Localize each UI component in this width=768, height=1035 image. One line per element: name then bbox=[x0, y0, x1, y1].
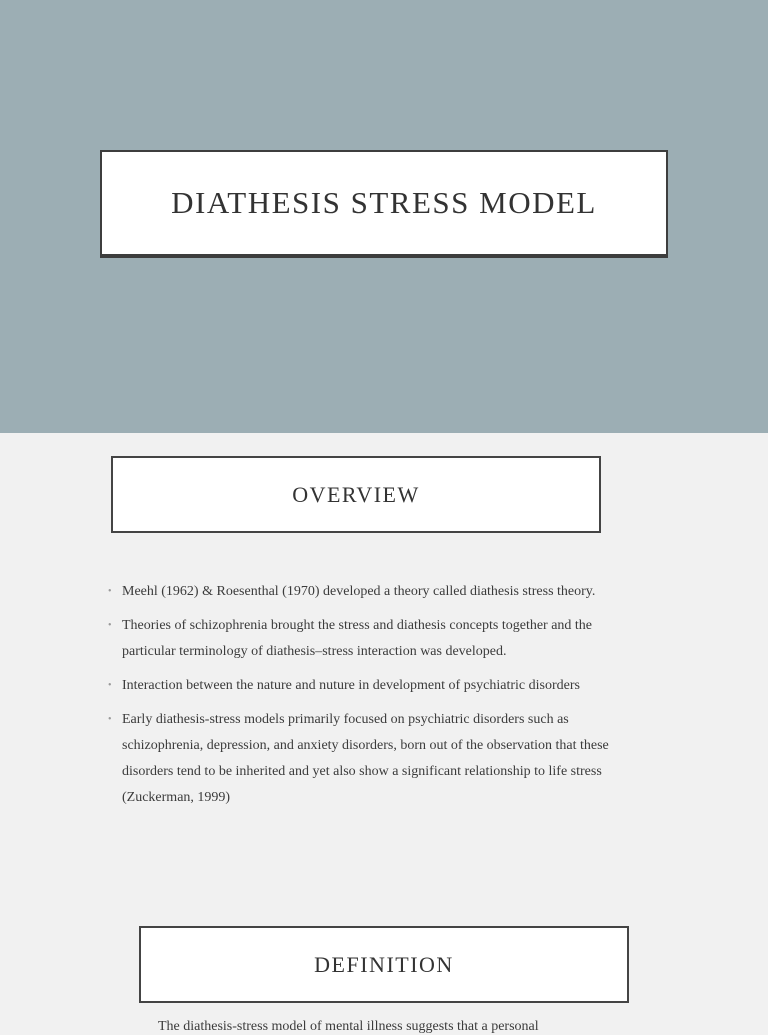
bullet-marker: • bbox=[108, 586, 112, 597]
slide-title: DIATHESIS STRESS MODEL bbox=[171, 185, 597, 220]
bullet-marker: • bbox=[108, 714, 112, 725]
definition-text-partial: The diathesis-stress model of mental illness suggests that a personal bbox=[158, 1019, 539, 1034]
title-box bbox=[100, 150, 668, 256]
definition-slide bbox=[0, 893, 768, 1034]
overview-heading: OVERVIEW bbox=[292, 481, 420, 507]
bullet-text: Theories of schizophrenia brought the stress and diathesis concepts together and the particular terminology of diathesis–stress interaction was developed. bbox=[122, 618, 593, 659]
overview-heading-box bbox=[111, 456, 601, 533]
bullet-marker: • bbox=[108, 680, 112, 691]
bullet-text: Meehl (1962) & Roesenthal (1970) developed a theory called diathesis stress theory. bbox=[122, 584, 596, 599]
bullet-text: Early diathesis-stress models primarily focused on psychiatric disorders such as schizophrenia, depression, and anxiety disorders, born out of the observation that these disorders tend to be inherited and yet also show a significant relationship to life stress (Zuckerman, 1999) bbox=[122, 712, 609, 805]
overview-bullet-list bbox=[108, 579, 618, 819]
bullet-item bbox=[108, 613, 618, 665]
definition-heading-box bbox=[139, 926, 629, 1003]
bullet-item bbox=[108, 579, 618, 605]
bullet-item bbox=[108, 673, 618, 699]
title-slide bbox=[0, 0, 768, 433]
bullet-marker: • bbox=[108, 620, 112, 631]
bullet-item bbox=[108, 707, 618, 811]
definition-heading: DEFINITION bbox=[314, 951, 454, 977]
bullet-text: Interaction between the nature and nuture in development of psychiatric disorders bbox=[122, 678, 580, 693]
overview-slide bbox=[0, 433, 768, 893]
